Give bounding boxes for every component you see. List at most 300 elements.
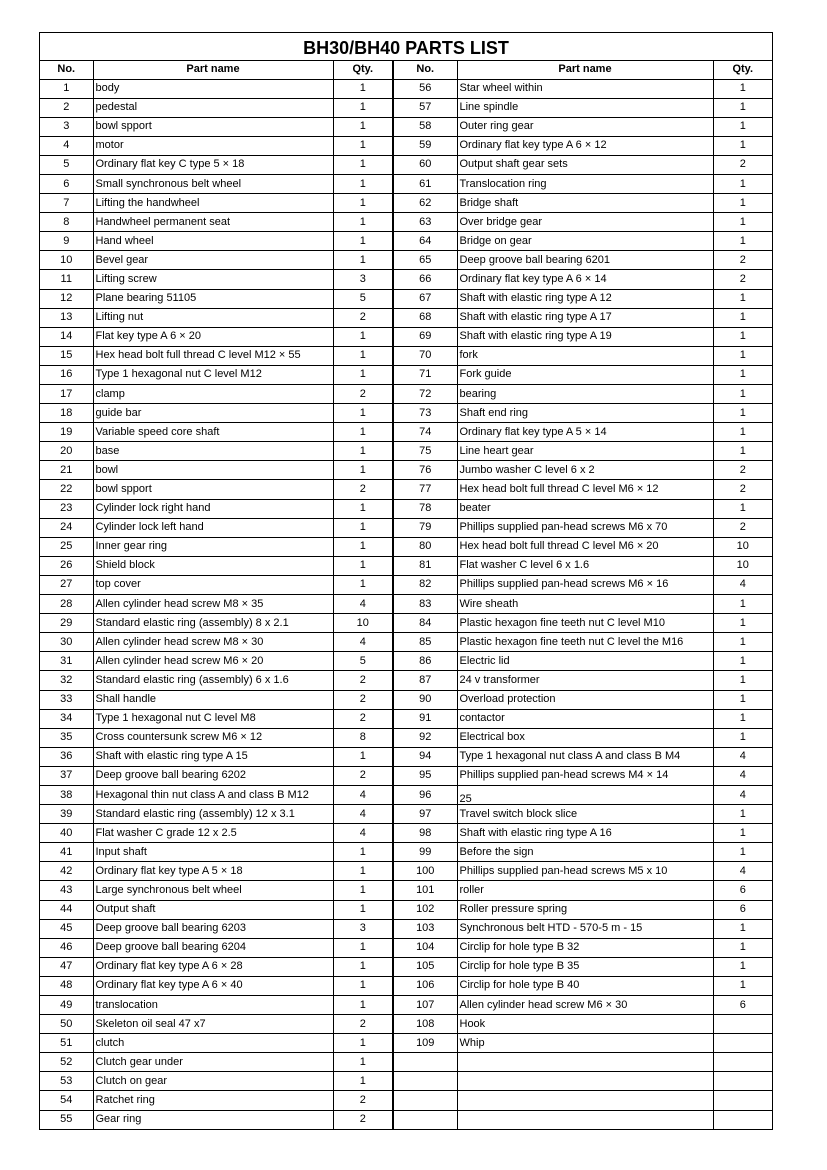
part-no-left: 20 [40, 442, 93, 461]
table-row [40, 595, 772, 614]
part-no-right: 63 [393, 213, 457, 232]
table-row [40, 996, 772, 1015]
table-row [40, 174, 772, 193]
part-qty-left: 1 [333, 136, 393, 155]
part-no-left: 15 [40, 346, 93, 365]
part-name-left: Handwheel permanent seat [93, 213, 333, 232]
part-name-right: Overload protection [457, 690, 713, 709]
part-name-right: Allen cylinder head screw M6 × 30 [457, 996, 713, 1015]
part-no-right: 99 [393, 843, 457, 862]
part-qty-left: 1 [333, 556, 393, 575]
part-no-right: 92 [393, 728, 457, 747]
part-qty-right: 1 [713, 938, 772, 957]
part-no-left: 26 [40, 556, 93, 575]
part-no-right: 70 [393, 346, 457, 365]
part-qty-left: 2 [333, 1015, 393, 1034]
part-name-right: Line spindle [457, 98, 713, 117]
part-name-left: Input shaft [93, 843, 333, 862]
part-qty-right: 4 [713, 575, 772, 594]
header-row [40, 61, 772, 79]
part-no-left: 11 [40, 270, 93, 289]
part-qty-right: 1 [713, 194, 772, 213]
part-qty-left: 1 [333, 518, 393, 537]
part-no-right: 96 [393, 785, 457, 804]
part-qty-left: 1 [333, 1072, 393, 1091]
part-name-left: Shaft with elastic ring type A 15 [93, 747, 333, 766]
part-name-left: Ordinary flat key type A 5 × 18 [93, 862, 333, 881]
part-qty-left: 2 [333, 1091, 393, 1110]
document-title: BH30/BH40 PARTS LIST [40, 33, 772, 61]
part-no-left: 28 [40, 595, 93, 614]
part-name-right: Hex head bolt full thread C level M6 × 20 [457, 537, 713, 556]
part-name-right: Phillips supplied pan-head screws M5 x 10 [457, 862, 713, 881]
part-qty-right: 1 [713, 843, 772, 862]
part-no-left: 3 [40, 117, 93, 136]
part-qty-left: 10 [333, 614, 393, 633]
part-no-left: 45 [40, 919, 93, 938]
part-qty-right: 1 [713, 346, 772, 365]
part-name-right: Ordinary flat key type A 6 × 12 [457, 136, 713, 155]
part-name-left: Small synchronous belt wheel [93, 174, 333, 193]
part-no-left: 33 [40, 690, 93, 709]
part-no-left: 24 [40, 518, 93, 537]
part-name-left: Large synchronous belt wheel [93, 881, 333, 900]
part-no-left: 14 [40, 327, 93, 346]
part-name-right: Hook [457, 1015, 713, 1034]
part-qty-right: 1 [713, 423, 772, 442]
part-qty-right: 1 [713, 690, 772, 709]
part-name-left: Ratchet ring [93, 1091, 333, 1110]
part-no-left: 22 [40, 480, 93, 499]
part-qty-right: 1 [713, 385, 772, 404]
part-qty-left: 2 [333, 480, 393, 499]
part-no-right: 97 [393, 805, 457, 824]
part-no-left: 27 [40, 575, 93, 594]
part-name-right: Ordinary flat key type A 5 × 14 [457, 423, 713, 442]
part-name-left: bowl spport [93, 480, 333, 499]
table-row [40, 232, 772, 251]
part-name-left: Hex head bolt full thread C level M12 × 55 [93, 346, 333, 365]
part-no-left: 6 [40, 174, 93, 193]
part-qty-left: 1 [333, 213, 393, 232]
part-qty-left: 5 [333, 289, 393, 308]
part-name-right: Shaft with elastic ring type A 19 [457, 327, 713, 346]
part-qty-left: 4 [333, 824, 393, 843]
part-no-left: 42 [40, 862, 93, 881]
part-no-right: 101 [393, 881, 457, 900]
part-qty-right: 4 [713, 766, 772, 785]
part-qty-right: 4 [713, 747, 772, 766]
part-name-right: Roller pressure spring [457, 900, 713, 919]
part-qty-left: 1 [333, 232, 393, 251]
part-no-right: 82 [393, 575, 457, 594]
part-no-left: 50 [40, 1015, 93, 1034]
part-name-right: Electrical box [457, 728, 713, 747]
table-row [40, 976, 772, 995]
part-no-left: 8 [40, 213, 93, 232]
part-no-left: 41 [40, 843, 93, 862]
table-row [40, 900, 772, 919]
part-qty-left: 2 [333, 1110, 393, 1129]
part-no-right: 69 [393, 327, 457, 346]
part-qty-left: 2 [333, 709, 393, 728]
table-row [40, 938, 772, 957]
part-no-right: 87 [393, 671, 457, 690]
part-no-right: 60 [393, 155, 457, 174]
part-name-left: Lifting the handwheel [93, 194, 333, 213]
part-no-right: 100 [393, 862, 457, 881]
table-row [40, 747, 772, 766]
part-qty-right: 1 [713, 365, 772, 384]
part-qty-left: 2 [333, 766, 393, 785]
part-no-right: 65 [393, 251, 457, 270]
part-qty-left: 5 [333, 652, 393, 671]
part-no-left: 34 [40, 709, 93, 728]
part-qty-right: 1 [713, 327, 772, 346]
part-no-right: 86 [393, 652, 457, 671]
part-no-right: 76 [393, 461, 457, 480]
part-name-left: Flat key type A 6 × 20 [93, 327, 333, 346]
part-qty-right: 6 [713, 996, 772, 1015]
part-name-left: motor [93, 136, 333, 155]
part-qty-right: 1 [713, 442, 772, 461]
header-no-left: No. [40, 61, 93, 79]
part-no-right: 107 [393, 996, 457, 1015]
part-qty-left: 1 [333, 843, 393, 862]
table-row [40, 785, 772, 804]
part-qty-left: 1 [333, 499, 393, 518]
part-qty-left: 1 [333, 575, 393, 594]
part-no-right [393, 1053, 457, 1072]
table-row [40, 327, 772, 346]
part-no-right: 74 [393, 423, 457, 442]
part-name-right: Star wheel within [457, 79, 713, 98]
part-no-left: 43 [40, 881, 93, 900]
table-row [40, 805, 772, 824]
part-name-right [457, 1110, 713, 1129]
part-no-right: 71 [393, 365, 457, 384]
part-qty-left: 1 [333, 98, 393, 117]
part-qty-left: 1 [333, 747, 393, 766]
part-name-left: clamp [93, 385, 333, 404]
part-qty-left: 1 [333, 996, 393, 1015]
table-row [40, 385, 772, 404]
part-qty-left: 1 [333, 251, 393, 270]
part-no-left: 17 [40, 385, 93, 404]
part-no-right: 94 [393, 747, 457, 766]
part-qty-left: 1 [333, 174, 393, 193]
part-no-left: 30 [40, 633, 93, 652]
part-qty-left: 4 [333, 805, 393, 824]
part-qty-right [713, 1034, 772, 1053]
part-name-right: Ordinary flat key type A 6 × 14 [457, 270, 713, 289]
part-name-right: Output shaft gear sets [457, 155, 713, 174]
part-name-right: Shaft with elastic ring type A 12 [457, 289, 713, 308]
part-qty-left: 1 [333, 881, 393, 900]
part-qty-left: 1 [333, 1053, 393, 1072]
part-name-left: Allen cylinder head screw M6 × 20 [93, 652, 333, 671]
table-row [40, 1053, 772, 1072]
header-part-right: Part name [457, 61, 713, 79]
part-no-left: 51 [40, 1034, 93, 1053]
part-qty-right: 1 [713, 709, 772, 728]
part-no-left: 2 [40, 98, 93, 117]
part-name-right: fork [457, 346, 713, 365]
part-qty-right: 1 [713, 595, 772, 614]
part-qty-left: 1 [333, 537, 393, 556]
part-no-right: 81 [393, 556, 457, 575]
part-no-left: 44 [40, 900, 93, 919]
part-name-left: Type 1 hexagonal nut C level M12 [93, 365, 333, 384]
part-qty-right: 1 [713, 79, 772, 98]
part-qty-right: 1 [713, 289, 772, 308]
part-name-left: Clutch gear under [93, 1053, 333, 1072]
part-qty-right [713, 1053, 772, 1072]
part-qty-left: 1 [333, 404, 393, 423]
part-name-right: Type 1 hexagonal nut class A and class B M4 [457, 747, 713, 766]
part-name-right: Bridge shaft [457, 194, 713, 213]
part-no-left: 31 [40, 652, 93, 671]
part-qty-right: 1 [713, 652, 772, 671]
part-qty-right: 1 [713, 308, 772, 327]
part-no-right: 78 [393, 499, 457, 518]
part-qty-right: 1 [713, 957, 772, 976]
table-row [40, 79, 772, 98]
part-qty-left: 1 [333, 155, 393, 174]
table-row [40, 155, 772, 174]
part-no-right: 108 [393, 1015, 457, 1034]
part-name-right: Bridge on gear [457, 232, 713, 251]
part-name-left: Shall handle [93, 690, 333, 709]
part-name-right: Over bridge gear [457, 213, 713, 232]
part-qty-right: 1 [713, 824, 772, 843]
part-name-left: Cylinder lock left hand [93, 518, 333, 537]
part-no-right: 109 [393, 1034, 457, 1053]
part-no-right: 61 [393, 174, 457, 193]
part-qty-left: 4 [333, 595, 393, 614]
header-no-right: No. [393, 61, 457, 79]
part-name-right: Circlip for hole type B 32 [457, 938, 713, 957]
part-qty-right: 2 [713, 251, 772, 270]
part-name-right: Line heart gear [457, 442, 713, 461]
part-qty-right: 4 [713, 862, 772, 881]
part-name-left: Variable speed core shaft [93, 423, 333, 442]
part-qty-left: 2 [333, 671, 393, 690]
part-name-left: bowl [93, 461, 333, 480]
part-name-right: roller [457, 881, 713, 900]
part-qty-left: 1 [333, 957, 393, 976]
part-qty-left: 3 [333, 270, 393, 289]
part-name-left: body [93, 79, 333, 98]
part-no-right: 58 [393, 117, 457, 136]
part-qty-left: 2 [333, 308, 393, 327]
part-qty-right: 2 [713, 518, 772, 537]
part-name-left: Ordinary flat key type A 6 × 28 [93, 957, 333, 976]
part-no-right: 56 [393, 79, 457, 98]
part-qty-left: 2 [333, 690, 393, 709]
part-no-left: 1 [40, 79, 93, 98]
part-name-left: Inner gear ring [93, 537, 333, 556]
part-qty-left: 1 [333, 365, 393, 384]
part-no-left: 4 [40, 136, 93, 155]
part-name-right: Synchronous belt HTD - 570-5 m - 15 [457, 919, 713, 938]
part-name-left: guide bar [93, 404, 333, 423]
part-qty-left: 8 [333, 728, 393, 747]
part-no-left: 39 [40, 805, 93, 824]
part-no-right: 90 [393, 690, 457, 709]
part-qty-right: 1 [713, 633, 772, 652]
part-name-right: Jumbo washer C level 6 x 2 [457, 461, 713, 480]
part-no-right: 75 [393, 442, 457, 461]
part-no-right [393, 1091, 457, 1110]
part-name-right: beater [457, 499, 713, 518]
part-name-left: Deep groove ball bearing 6202 [93, 766, 333, 785]
part-no-right: 95 [393, 766, 457, 785]
part-name-left: pedestal [93, 98, 333, 117]
part-name-right: Flat washer C level 6 x 1.6 [457, 556, 713, 575]
part-qty-right: 1 [713, 404, 772, 423]
part-name-right: Plastic hexagon fine teeth nut C level the M16 [457, 633, 713, 652]
part-no-right [393, 1072, 457, 1091]
header-qty-left: Qty. [333, 61, 393, 79]
part-name-left: Skeleton oil seal 47 x7 [93, 1015, 333, 1034]
table-row [40, 270, 772, 289]
header-qty-right: Qty. [713, 61, 772, 79]
part-no-right: 104 [393, 938, 457, 957]
part-name-right: Shaft with elastic ring type A 17 [457, 308, 713, 327]
part-name-right: Whip [457, 1034, 713, 1053]
part-name-right: Phillips supplied pan-head screws M4 × 14 [457, 766, 713, 785]
table-row [40, 346, 772, 365]
part-qty-right: 10 [713, 537, 772, 556]
table-row [40, 461, 772, 480]
part-name-left: base [93, 442, 333, 461]
part-qty-right: 1 [713, 919, 772, 938]
part-name-left: Hand wheel [93, 232, 333, 251]
table-row [40, 766, 772, 785]
part-qty-left: 2 [333, 385, 393, 404]
part-no-right: 72 [393, 385, 457, 404]
part-name-right: bearing [457, 385, 713, 404]
part-no-left: 29 [40, 614, 93, 633]
part-qty-left: 1 [333, 79, 393, 98]
part-name-left: bowl spport [93, 117, 333, 136]
part-qty-right: 2 [713, 480, 772, 499]
table-row [40, 1110, 772, 1129]
part-qty-left: 1 [333, 442, 393, 461]
table-row [40, 442, 772, 461]
part-qty-left: 1 [333, 1034, 393, 1053]
part-qty-right: 1 [713, 976, 772, 995]
part-name-left: Cylinder lock right hand [93, 499, 333, 518]
part-qty-right: 1 [713, 174, 772, 193]
part-name-right [457, 1091, 713, 1110]
part-qty-left: 1 [333, 461, 393, 480]
table-row [40, 690, 772, 709]
part-no-left: 10 [40, 251, 93, 270]
part-qty-left: 3 [333, 919, 393, 938]
part-name-left: Lifting screw [93, 270, 333, 289]
part-no-right: 64 [393, 232, 457, 251]
table-row [40, 289, 772, 308]
table-row [40, 652, 772, 671]
part-qty-right: 1 [713, 805, 772, 824]
part-no-left: 25 [40, 537, 93, 556]
part-qty-right: 1 [713, 728, 772, 747]
part-qty-left: 1 [333, 423, 393, 442]
part-name-right: Hex head bolt full thread C level M6 × 12 [457, 480, 713, 499]
part-name-left: Standard elastic ring (assembly) 8 x 2.1 [93, 614, 333, 633]
part-no-right: 106 [393, 976, 457, 995]
part-no-right: 103 [393, 919, 457, 938]
part-no-right: 98 [393, 824, 457, 843]
part-name-left: translocation [93, 996, 333, 1015]
part-name-right: Travel switch block slice [457, 805, 713, 824]
table-row [40, 728, 772, 747]
part-name-left: Ordinary flat key type A 6 × 40 [93, 976, 333, 995]
table-row [40, 117, 772, 136]
table-row [40, 136, 772, 155]
part-name-right [457, 1072, 713, 1091]
part-qty-right [713, 1110, 772, 1129]
table-row [40, 1091, 772, 1110]
table-row [40, 614, 772, 633]
part-qty-left: 1 [333, 117, 393, 136]
part-name-right: Fork guide [457, 365, 713, 384]
part-no-left: 53 [40, 1072, 93, 1091]
table-row [40, 575, 772, 594]
table-row [40, 499, 772, 518]
table-row [40, 194, 772, 213]
table-row [40, 423, 772, 442]
part-name-right: Shaft end ring [457, 404, 713, 423]
part-name-right: Shaft with elastic ring type A 16 [457, 824, 713, 843]
part-qty-right: 1 [713, 98, 772, 117]
part-name-right: Wire sheath [457, 595, 713, 614]
part-no-right: 67 [393, 289, 457, 308]
part-no-right: 77 [393, 480, 457, 499]
part-no-left: 55 [40, 1110, 93, 1129]
part-name-left: clutch [93, 1034, 333, 1053]
part-name-left: Standard elastic ring (assembly) 12 x 3.1 [93, 805, 333, 824]
part-qty-right [713, 1072, 772, 1091]
part-qty-right: 1 [713, 499, 772, 518]
part-no-left: 12 [40, 289, 93, 308]
part-qty-right: 10 [713, 556, 772, 575]
part-no-right: 68 [393, 308, 457, 327]
part-name-right: Outer ring gear [457, 117, 713, 136]
table-row [40, 862, 772, 881]
part-qty-left: 1 [333, 900, 393, 919]
part-name-right: Deep groove ball bearing 6201 [457, 251, 713, 270]
part-name-left: Deep groove ball bearing 6203 [93, 919, 333, 938]
part-name-right: Electric lid [457, 652, 713, 671]
part-name-left: top cover [93, 575, 333, 594]
part-name-left: Plane bearing 51105 [93, 289, 333, 308]
part-no-right: 79 [393, 518, 457, 537]
part-no-right: 59 [393, 136, 457, 155]
part-name-right: contactor [457, 709, 713, 728]
part-no-right: 91 [393, 709, 457, 728]
table-row [40, 308, 772, 327]
table-row [40, 518, 772, 537]
part-name-left: Gear ring [93, 1110, 333, 1129]
part-no-left: 19 [40, 423, 93, 442]
table-row [40, 1034, 772, 1053]
table-row [40, 1015, 772, 1034]
part-no-left: 23 [40, 499, 93, 518]
part-qty-left: 1 [333, 976, 393, 995]
